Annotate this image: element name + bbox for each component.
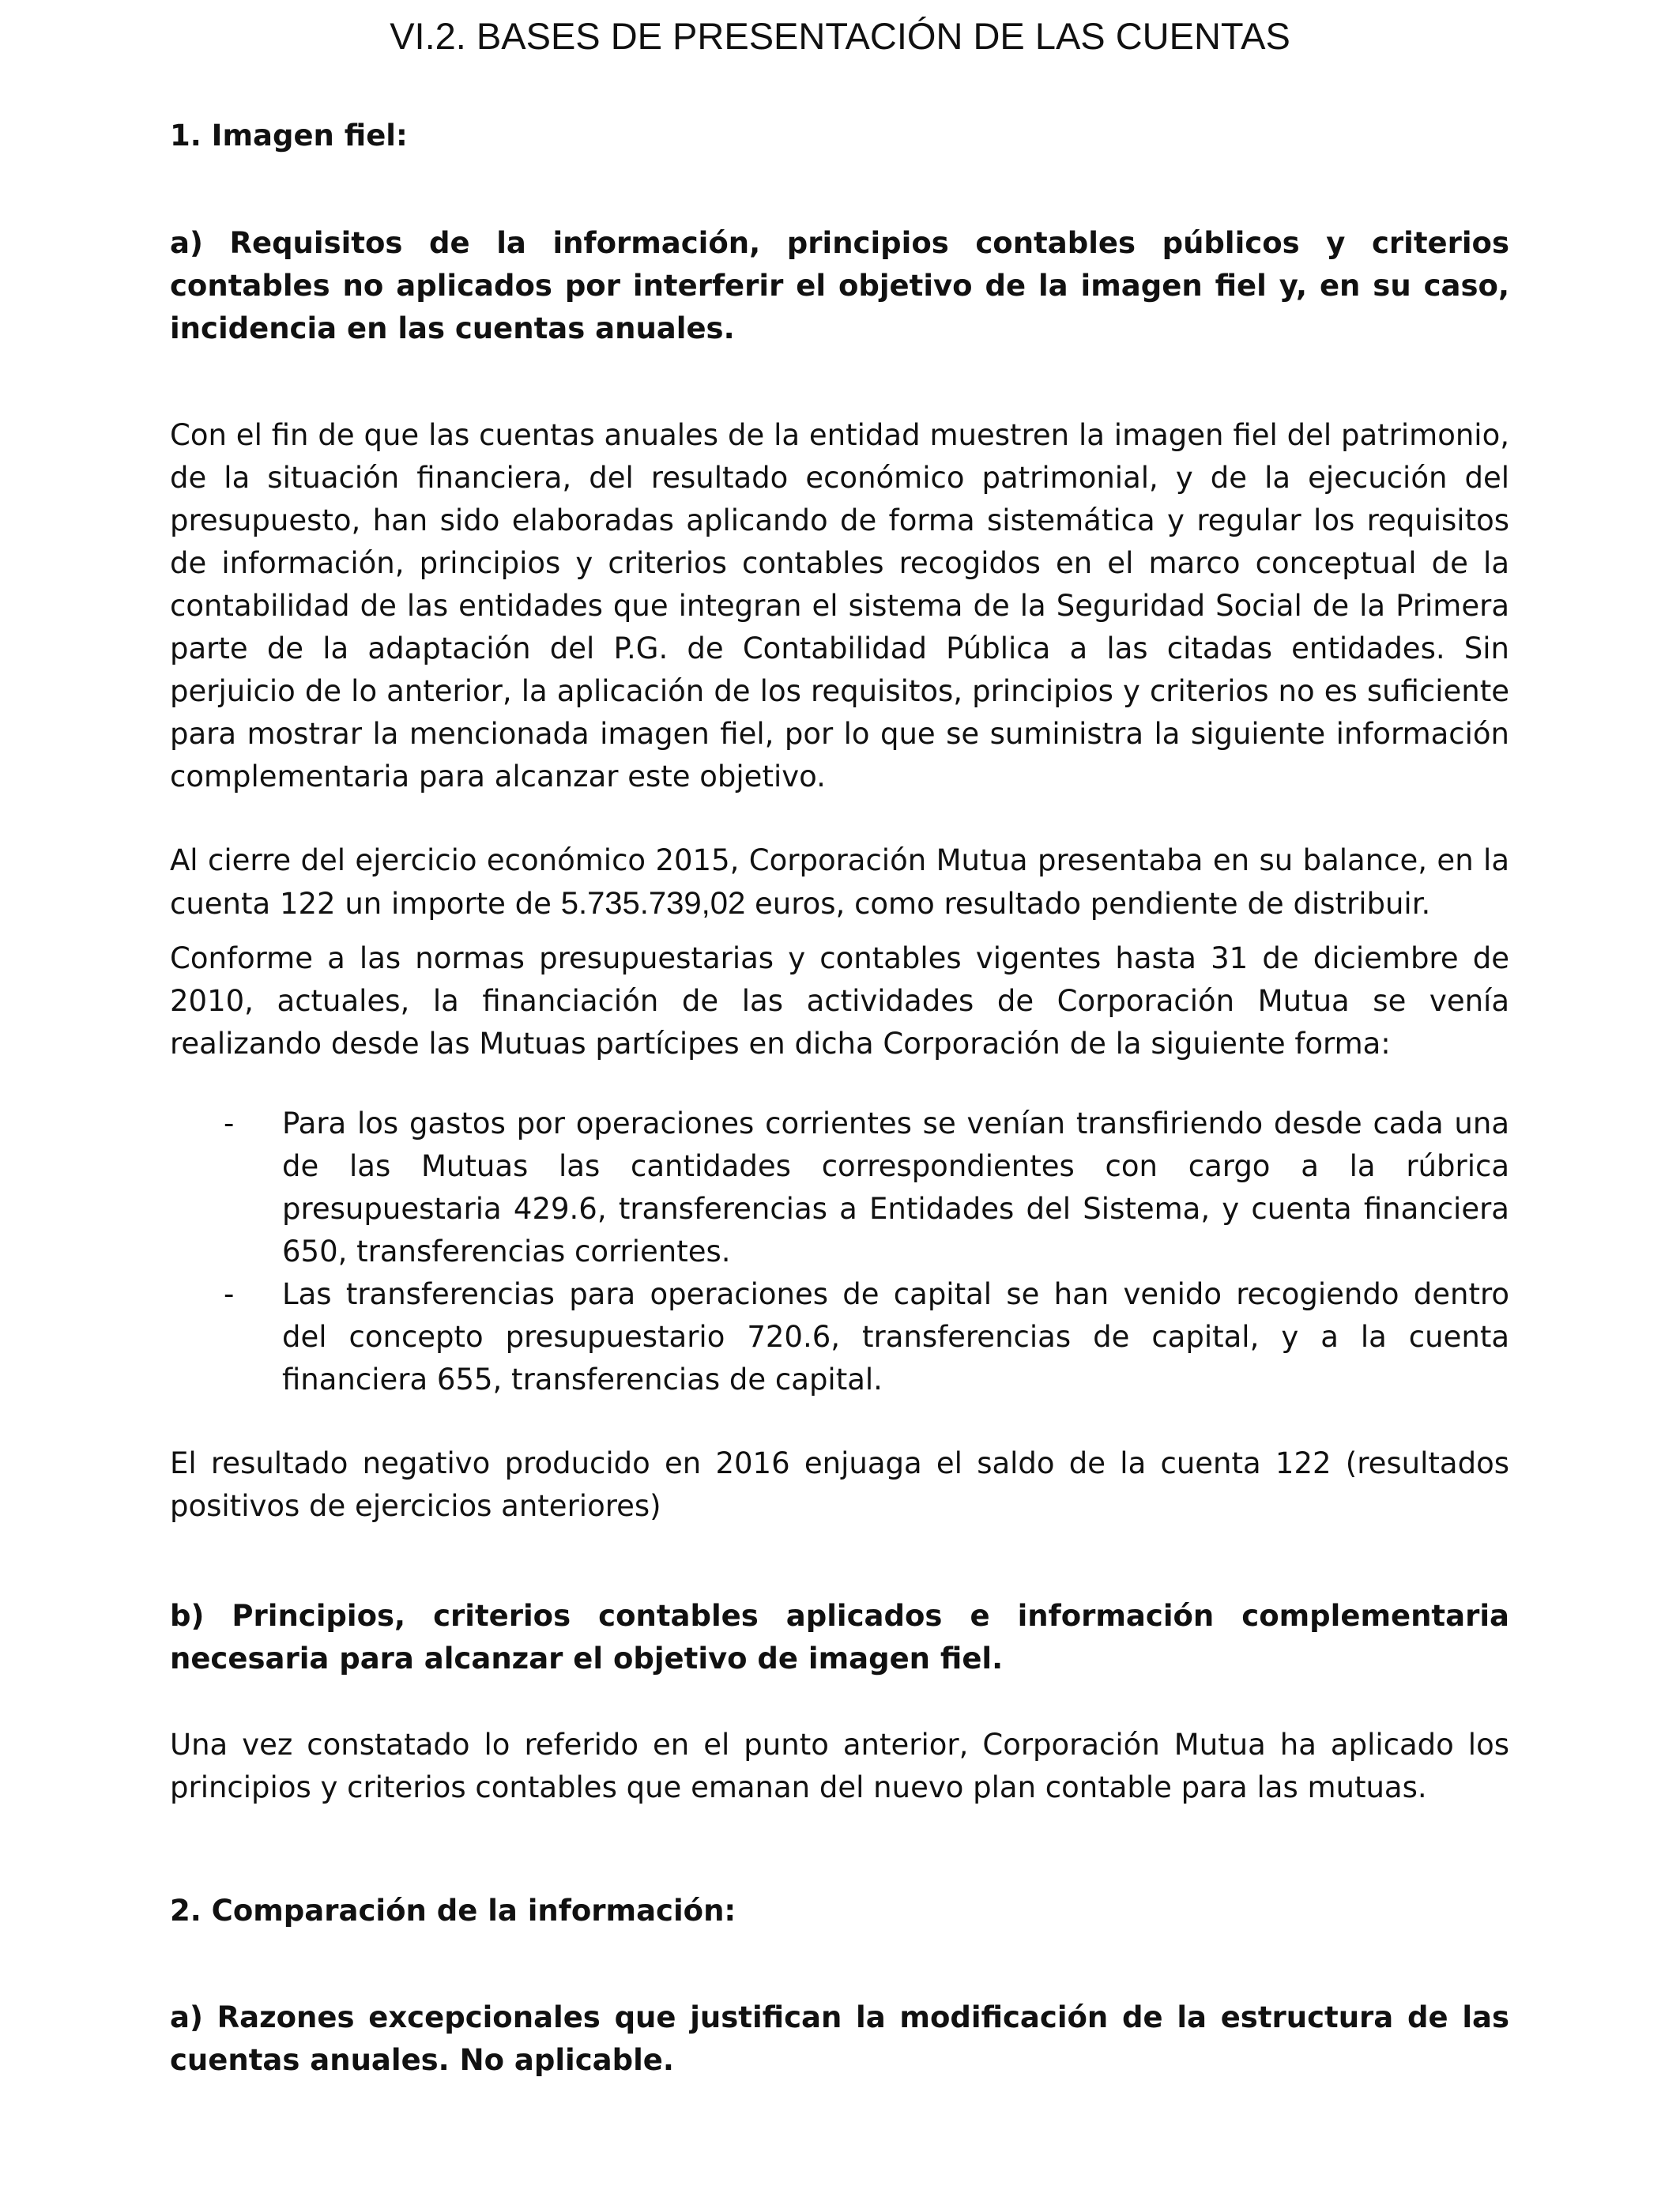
list-item-text: Las transferencias para operaciones de capital se han venido recogiendo dentro del concepto presupuestario 720.6, transferencias de capital, y a la cuenta financiera 655, transferencias de capital. xyxy=(282,1277,1509,1397)
section-1b-paragraph-1: Una vez constatado lo referido en el punto anterior, Corporación Mutua ha aplicado los principios y criterios contables que emanan del nuevo plan contable para las mutuas. xyxy=(170,1728,1509,1804)
dash-list xyxy=(170,1103,1509,1401)
paragraph-2-text-end: euros, como resultado pendiente de distribuir. xyxy=(745,887,1431,921)
section-1-heading: 1. Imagen fiel: xyxy=(170,119,408,153)
paragraph-2-text-start: Al cierre del ejercicio económico 2015, Corporación Mutua presentaba en su balance, en la cuenta 122 un importe de xyxy=(170,843,1509,921)
section-1b-heading: b) Principios, criterios contables aplicados e información complementaria necesaria para alcanzar el objetivo de imagen fiel. xyxy=(170,1599,1509,1676)
list-item-text: Para los gastos por operaciones corrientes se venían transfiriendo desde cada una de las Mutuas las cantidades correspondientes con cargo a la rúbrica presupuestaria 429.6, transferencias a Entidades del Sistema, y cuenta financiera 650, transferencias corrientes. xyxy=(282,1106,1509,1269)
section-1a-paragraph-3: Conforme a las normas presupuestarias y contables vigentes hasta 31 de diciembre de 2010, actuales, la financiación de las actividades de Corporación Mutua se venía realizando desde las Mutuas partícipes en dicha Corporación de la siguiente forma: xyxy=(170,941,1509,1061)
section-2-heading: 2. Comparación de la información: xyxy=(170,1894,736,1928)
dash-bullet: - xyxy=(224,1277,235,1311)
list-item xyxy=(170,1273,1509,1401)
section-1a-heading: a) Requisitos de la información, principios contables públicos y criterios contables no aplicados por interferir el objetivo de la imagen fiel y, en su caso, incidencia en las cuentas anuales. xyxy=(170,226,1509,345)
section-2a-heading: a) Razones excepcionales que justifican la modificación de la estructura de las cuentas anuales. No aplicable. xyxy=(170,2000,1509,2077)
amount-value: 5.735.739,02 xyxy=(560,886,746,921)
section-1a-paragraph-2 xyxy=(170,839,1509,925)
page-title: VI.2. BASES DE PRESENTACIÓN DE LAS CUENTAS xyxy=(390,15,1290,57)
dash-bullet: - xyxy=(224,1106,235,1140)
section-1a-paragraph-1: Con el fin de que las cuentas anuales de la entidad muestren la imagen fiel del patrimonio, de la situación financiera, del resultado económico patrimonial, y de la ejecución del presupuesto, han sido elaboradas aplicando de forma sistemática y regular los requisitos de información, principios y criterios contables recogidos en el marco conceptual de la contabilidad de las entidades que integran el sistema de la Seguridad Social de la Primera parte de la adaptación del P.G. de Contabilidad Pública a las citadas entidades. Sin perjuicio de lo anterior, la aplicación de los requisitos, principios y criterios no es suficiente para mostrar la mencionada imagen fiel, por lo que se suministra la siguiente información complementaria para alcanzar este objetivo. xyxy=(170,418,1509,794)
list-item xyxy=(170,1103,1509,1273)
section-1a-paragraph-4: El resultado negativo producido en 2016 enjuaga el saldo de la cuenta 122 (resultados positivos de ejercicios anteriores) xyxy=(170,1446,1509,1523)
